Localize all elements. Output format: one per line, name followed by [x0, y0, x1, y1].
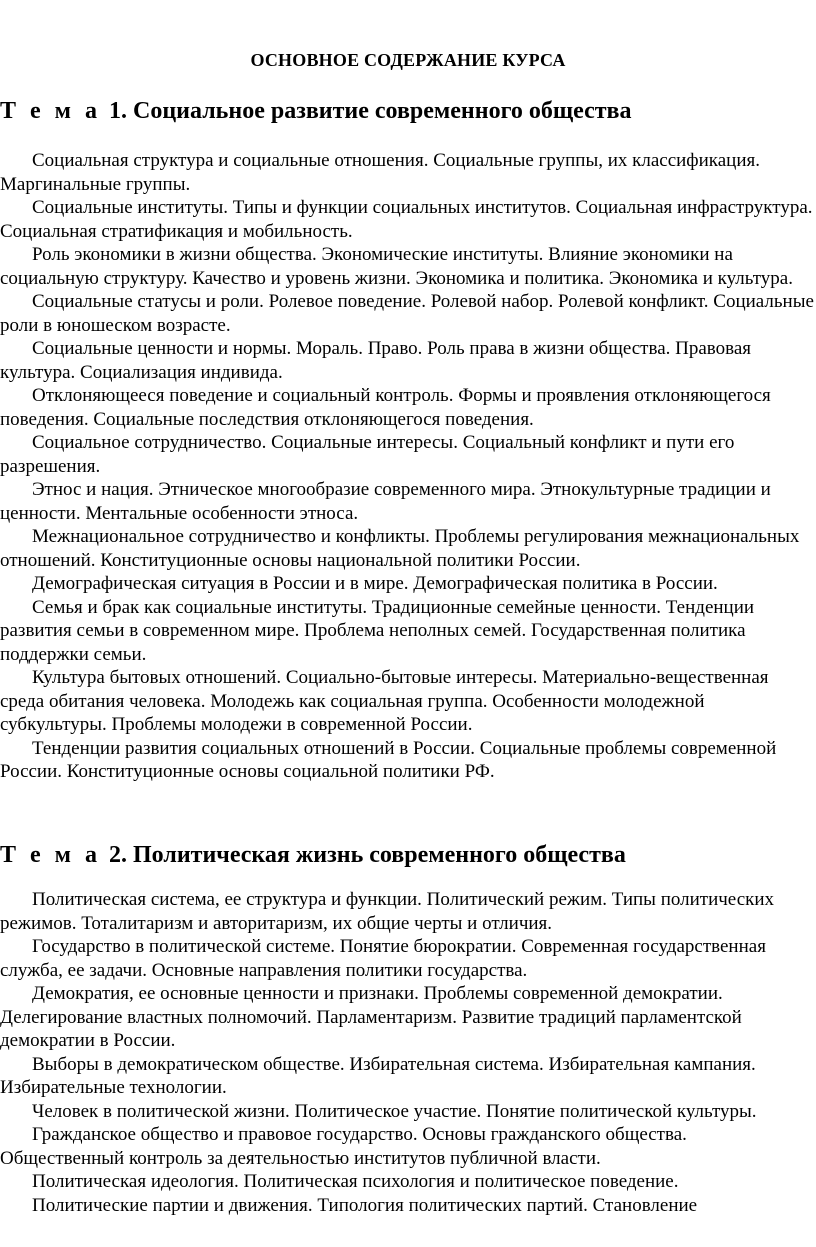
topic-1-paragraph: Социальные статусы и роли. Ролевое поведение. Ролевой набор. Ролевой конфликт. Социальные роли в юношеском возрасте.: [0, 291, 814, 336]
topic-1-paragraph: Тенденции развития социальных отношений в России. Социальные проблемы современной России. Конституционные основы социальной политики РФ.: [0, 737, 777, 782]
topic-1-paragraph: Этнос и нация. Этническое многообразие современного мира. Этнокультурные традиции и ценности. Ментальные особенности этноса.: [0, 479, 771, 524]
topic-2-body: [0, 888, 814, 1217]
topic-2-paragraph: Гражданское общество и правовое государство. Основы гражданского общества. Общественный контроль за деятельностью институтов публичной власти.: [0, 1124, 687, 1169]
topic-1-paragraph: Демографическая ситуация в России и в мире. Демографическая политика в России.: [32, 573, 718, 594]
topic-1-paragraph: Социальная структура и социальные отношения. Социальные группы, их классификация. Маргинальные группы.: [0, 150, 760, 195]
topic-2-paragraph: Государство в политической системе. Понятие бюрократии. Современная государственная служба, ее задачи. Основные направления политики государства.: [0, 936, 766, 981]
topic-2-paragraph: Человек в политической жизни. Политическое участие. Понятие политической культуры.: [32, 1100, 757, 1122]
topic-2-title: 2. Политическая жизнь современного общества: [109, 842, 626, 868]
topic-2-paragraph: Демократия, ее основные ценности и признаки. Проблемы современной демократии. Делегирование властных полномочий. Парламентаризм. Развитие традиций парламентской демократии в России.: [0, 983, 742, 1051]
topic-2-paragraph: Выборы в демократическом обществе. Избирательная система. Избирательная кампания. Избирательные технологии.: [0, 1053, 756, 1098]
topic-2-paragraph: Политические партии и движения. Типология политических партий. Становление: [32, 1194, 698, 1216]
topic-1-paragraph: Семья и брак как социальные институты. Традиционные семейные ценности. Тенденции развития семьи в современном мире. Проблема неполных семей. Государственная политика поддержки семьи.: [0, 596, 755, 665]
document-title: ОСНОВНОЕ СОДЕРЖАНИЕ КУРСА: [250, 50, 566, 70]
topic-1-paragraph: Роль экономики в жизни общества. Экономические институты. Влияние экономики на социальную структуру. Качество и уровень жизни. Экономика и политика. Экономика и культура.: [0, 244, 793, 289]
topic-2-paragraph: Политическая система, ее структура и функции. Политический режим. Типы политических режимов. Тоталитаризм и авторитаризм, их общие черты и отличия.: [0, 889, 775, 934]
topic-1-paragraph: Социальные институты. Типы и функции социальных институтов. Социальная инфраструктура. Социальная стратификация и мобильность.: [0, 197, 813, 242]
topic-1-paragraph: Культура бытовых отношений. Социально-бытовые интересы. Материально-вещественная среда обитания человека. Молодежь как социальная группа. Особенности молодежной субкультуры. Проблемы молодежи в современной России.: [0, 667, 769, 735]
topic-2-prefix: Т е м а: [0, 842, 102, 868]
topic-2-heading: [0, 840, 816, 870]
topic-2-paragraph: Политическая идеология. Политическая психология и политическое поведение.: [32, 1171, 679, 1192]
topic-1-paragraph: Отклоняющееся поведение и социальный контроль. Формы и проявления отклоняющегося поведения. Социальные последствия отклоняющегося поведения.: [0, 385, 771, 430]
topic-1-heading: [0, 96, 816, 126]
topic-1-title: 1. Социальное развитие современного общества: [109, 98, 632, 124]
topic-1-body: [0, 149, 814, 784]
topic-1-paragraph: Социальные ценности и нормы. Мораль. Право. Роль права в жизни общества. Правовая культура. Социализация индивида.: [0, 338, 752, 383]
topic-1-paragraph: Социальное сотрудничество. Социальные интересы. Социальный конфликт и пути его разрешения.: [0, 432, 735, 477]
topic-1-prefix: Т е м а: [0, 98, 102, 124]
topic-1-paragraph: Межнациональное сотрудничество и конфликты. Проблемы регулирования межнациональных отношений. Конституционные основы национальной политики России.: [0, 526, 800, 571]
